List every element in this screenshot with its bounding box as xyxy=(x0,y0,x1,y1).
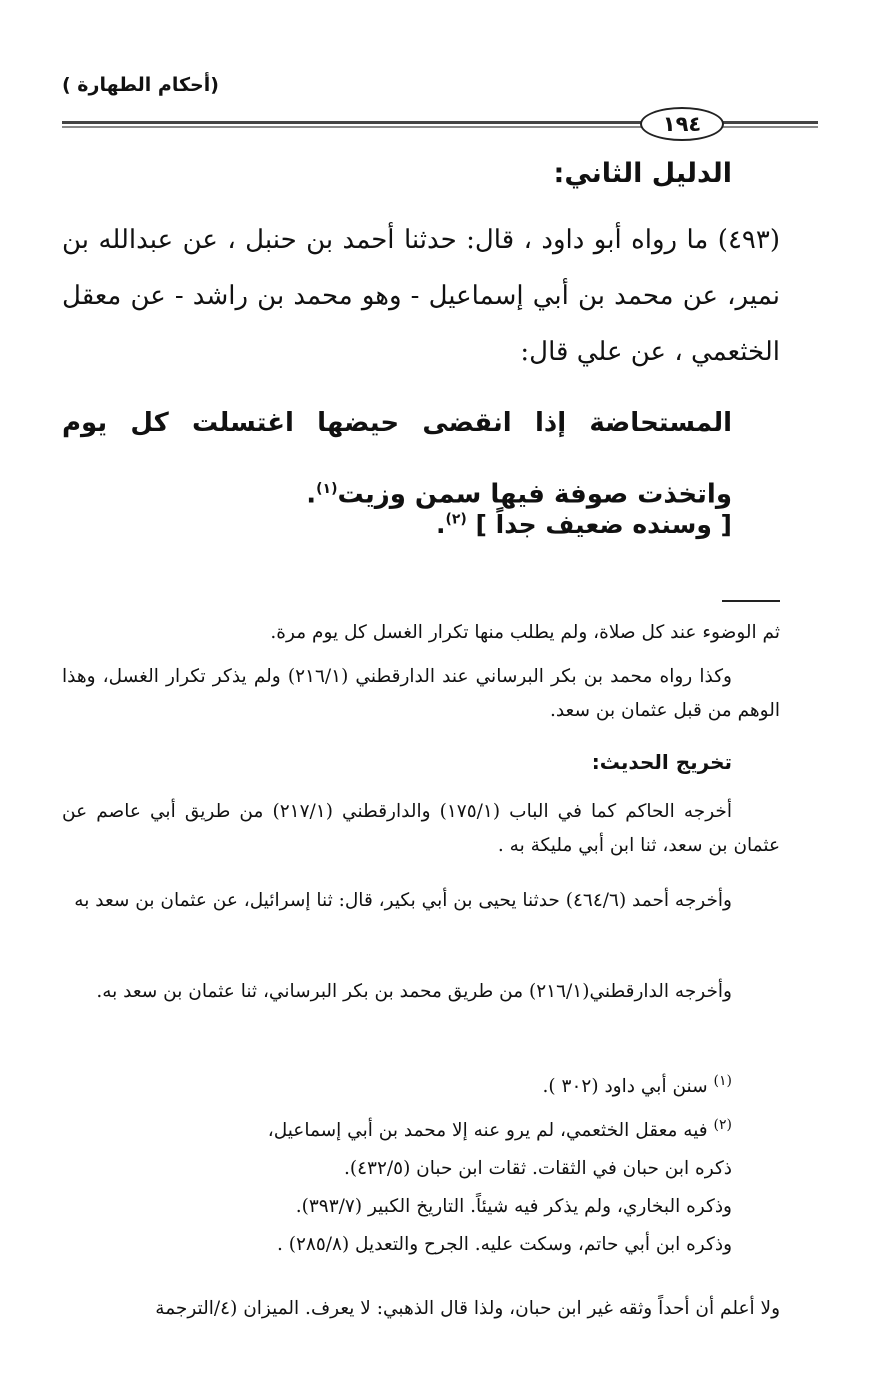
footnote-1-text: سنن أبي داود (٣٠٢ ). xyxy=(542,1076,708,1098)
footnote-ref-2: (٢) xyxy=(445,511,467,528)
running-header-title: (أحكام الطهارة ) xyxy=(62,74,219,96)
takhrij-paragraph-3: وأخرجه الدارقطني(٢١٦/١) من طريق محمد بن بكر البرساني، ثنا عثمان بن سعد به. xyxy=(96,981,732,1002)
grading-text: [ وسنده ضعيف جداً ] xyxy=(475,510,732,539)
footnote-2-line-4: وذكره ابن أبي حاتم، وسكت عليه. الجرح والتعديل (٢٨٥/٨) . xyxy=(276,1234,732,1256)
hadith-text-block xyxy=(62,390,732,528)
footnote-ref-1: (١) xyxy=(316,481,338,497)
takhrij-paragraph-2: وأخرجه أحمد (٤٦٤/٦) حدثنا يحيى بن أبي بكير، قال: ثنا إسرائيل، عن عثمان بن سعد به xyxy=(74,890,732,911)
page-number: ١٩٤ xyxy=(640,107,724,141)
footnote-2-line-5: ولا أعلم أن أحداً وثقه غير ابن حبان، ولذا قال الذهبي: لا يعرف. الميزان (٤/الترجمة xyxy=(155,1298,780,1319)
footnotes-list xyxy=(62,1062,732,1264)
footnote-2-line-2: ذكره ابن حبان في الثقات. ثقات ابن حبان (٤٣٢/٥). xyxy=(343,1158,732,1180)
footnote-separator xyxy=(722,600,780,602)
grading-block xyxy=(62,510,732,539)
footnote-continued-1: ثم الوضوء عند كل صلاة، ولم يطلب منها تكرار الغسل كل يوم مرة. xyxy=(270,622,780,643)
takhrij-paragraph-1: أخرجه الحاكم كما في الباب (١٧٥/١) والدارقطني (٢١٧/١) من طريق أبي عاصم عن عثمان بن سعد، ثنا ابن أبي مليكة به . xyxy=(62,801,780,856)
hadith-end: . xyxy=(306,479,317,510)
grading-end: . xyxy=(435,510,446,539)
footnote-1 xyxy=(62,1062,732,1106)
footnote-2-marker: (٢) xyxy=(713,1117,732,1134)
footnote-1-marker: (١) xyxy=(713,1073,732,1089)
section-heading: الدليل الثاني: xyxy=(553,158,732,189)
hadith-text: المستحاضة إذا انقضى حيضها اغتسلت كل يوم واتخذت صوفة فيها سمن وزيت xyxy=(62,408,732,510)
footnote-2-line-3: وذكره البخاري، ولم يذكر فيه شيئاً. التاريخ الكبير (٣٩٣/٧). xyxy=(295,1196,732,1218)
footnote-2 xyxy=(62,1106,732,1150)
takhrij-heading: تخريج الحديث: xyxy=(591,750,732,774)
footnote-2-line-1: فيه معقل الخثعمي، لم يرو عنه إلا محمد بن أبي إسماعيل، xyxy=(267,1120,708,1142)
isnad-paragraph: (٤٩٣) ما رواه أبو داود ، قال: حدثنا أحمد بن حنبل ، عن عبدالله بن نمير، عن محمد بن أبي إسماعيل - وهو محمد بن راشد - عن معقل الخثعمي ، عن علي قال: xyxy=(62,225,781,367)
footnote-continued-2: وكذا رواه محمد بن بكر البرساني عند الدارقطني (٢١٦/١) ولم يذكر تكرار الغسل، وهذا الوهم من قبل عثمان بن سعد. xyxy=(62,666,780,721)
